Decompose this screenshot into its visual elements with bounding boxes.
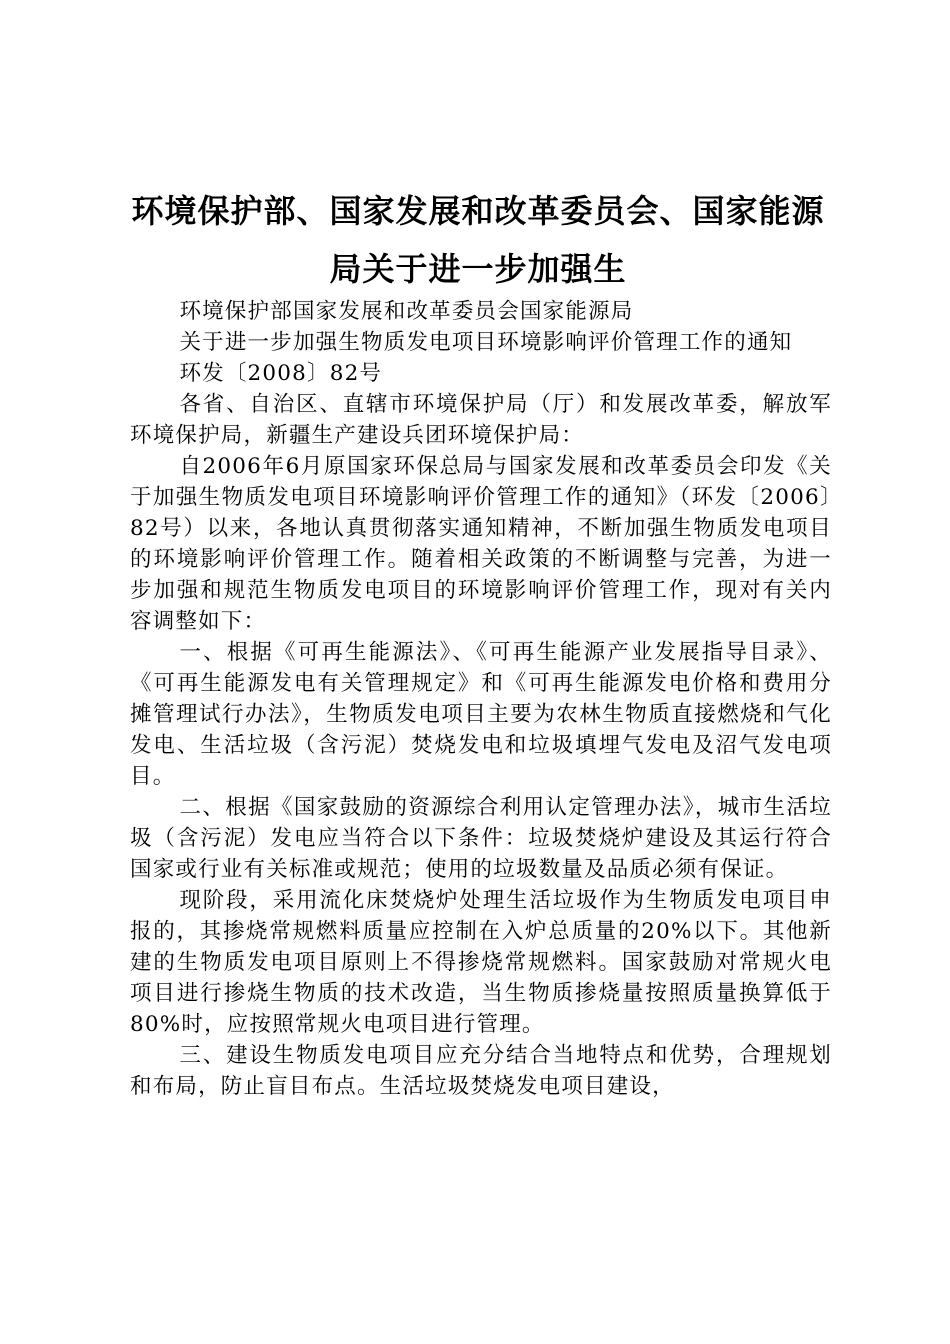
issuing-agencies: 环境保护部国家发展和改革委员会国家能源局: [179, 299, 634, 324]
body-paragraph: 三、建设生物质发电项目应充分结合当地特点和优势，合理规划和布局，防止盲目布点。生活垃圾焚烧发电项目建设，: [130, 1043, 832, 1099]
document-title: 环境保护部、国家发展和改革委员会、国家能源局关于进一步加强生: [131, 192, 825, 288]
document-body: [130, 296, 832, 1102]
body-paragraph: 自2006年6月原国家环保总局与国家发展和改革委员会印发《关于加强生物质发电项目环境影响评价管理工作的通知》（环发〔2006〕82号）以来，各地认真贯彻落实通知精神，不断加强生物质发电项目的环境影响评价管理工作。随着相关政策的不断调整与完善，为进一步加强和规范生物质发电项目的环境影响评价管理工作，现对有关内容调整如下：: [130, 454, 832, 634]
document-number: 环发〔2008〕82号: [179, 361, 383, 386]
body-paragraph: 二、根据《国家鼓励的资源综合利用认定管理办法》，城市生活垃圾（含污泥）发电应当符合以下条件：垃圾焚烧炉建设及其运行符合国家或行业有关标准或规范；使用的垃圾数量及品质必须有保证。: [130, 795, 832, 882]
addressees: 各省、自治区、直辖市环境保护局（厅）和发展改革委，解放军环境保护局，新疆生产建设兵团环境保护局：: [130, 392, 832, 448]
body-paragraph: 一、根据《可再生能源法》、《可再生能源产业发展指导目录》、《可再生能源发电有关管理规定》和《可再生能源发电价格和费用分摊管理试行办法》，生物质发电项目主要为农林生物质直接燃烧和气化发电、生活垃圾（含污泥）焚烧发电和垃圾填埋气发电及沼气发电项目。: [130, 640, 832, 789]
body-paragraph: 现阶段，采用流化床焚烧炉处理生活垃圾作为生物质发电项目申报的，其掺烧常规燃料质量应控制在入炉总质量的20%以下。其他新建的生物质发电项目原则上不得掺烧常规燃料。国家鼓励对常规火电项目进行掺烧生物质的技术改造，当生物质掺烧量按照质量换算低于80%时，应按照常规火电项目进行管理。: [130, 888, 832, 1037]
notice-subject: 关于进一步加强生物质发电项目环境影响评价管理工作的通知: [179, 330, 793, 355]
